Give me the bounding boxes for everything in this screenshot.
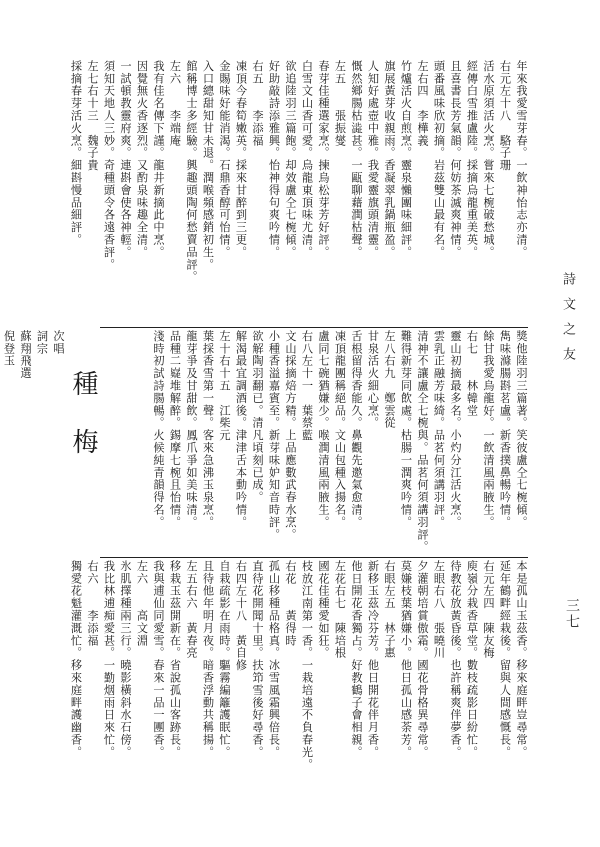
text-column: 我有佳名傳下謹。龍井新摘此中烹。 [152,60,165,259]
text-column: 庾嶺分栽香草堂。數枝疏影日紛忙。 [465,560,479,759]
text-column: 雋味滌腸斟茗盧。新香撲鼻暢吟情。 [498,330,512,529]
text-column: 館稱博士多經驗。興趣頭陶何愁賣品評。 [185,60,198,284]
text-column: 且喜書長芳氣韻。何妨茶滅爽神情。 [449,60,462,259]
text-column: 舌根留得香能久。鼻觀先邀氣愈清。 [350,330,363,529]
text-column: 左六 高文淵 [135,560,149,647]
text-column: 右四左十八 黃自修 [234,560,248,672]
text-column: 夕灌朝培賞傲霜。國花骨格異尋常。 [416,560,429,759]
text-column: 右花 黃得時 [284,560,297,647]
text-column: 凍頂今春筍嫩英。採來甘醉到三更。 [234,60,248,259]
text-column: 雲乳正融芳味綺。品茗何須講羽評。 [432,330,446,529]
poem-section-top [69,60,528,322]
text-column: 一試頓教靈府爽。連斟會使各神輕。 [119,60,132,259]
text-column: 欲解陶羽翻已。清凡頃刻已成。 [251,330,264,504]
text-column: 本是孤山玉茲香。移來庭畔豈尋常。 [515,560,528,759]
text-column: 右八左十一 葉蔡藍 [300,330,314,442]
page-number: 三七 [564,598,580,630]
feature-label-judge-names-2: 倪登玉 [2,330,16,368]
text-column: 旗展黃芽收親雨。香凝翠乳鍋瓶盈。 [383,60,396,259]
text-column: 品種二嶷堆解醉。錫摩七椀且怡情。 [168,330,182,529]
poem-section-middle [100,330,528,555]
text-column: 文山採摘焙方精。上品應數武春水烹。 [284,330,297,541]
text-column: 右元左四 陳友梅 [482,560,495,660]
text-column: 靈山初摘最多名。小灼分江活火烹。 [449,330,462,529]
section-divider [100,557,528,558]
text-column: 左七右十三 魏子貴 [86,60,99,172]
text-column: 採摘春芽活火烹。細斟慢品細評。 [69,60,83,246]
text-column: 自栽疏影在雨時。驅霧編籬護眠忙。 [218,560,231,759]
text-column: 凍頂龍團稱絕品。文山包種入揚名。 [333,330,347,529]
text-column: 右七 林韓堂 [465,330,479,417]
text-column: 國花佳種愛如狂。 [317,560,330,660]
text-column: 直待花開聞十里。扶笻雪後好尋香。 [251,560,264,759]
feature-heading-block [2,330,102,560]
text-column: 且待他年明月夜。暗香浮動共稱揚。 [201,560,215,759]
text-column: 右六 李添福 [86,560,99,647]
section-divider [100,327,528,328]
text-column: 他日開花香獨占。好教鶴子會相親。 [350,560,363,759]
text-column: 延年鶴畔經栽後。留與人間感慨長。 [498,560,512,759]
text-column: 莫嫌枝葉猶嫌小。他日孤山感荼芳。 [399,560,413,759]
text-column: 須知天地人三妙。奇種頭令各遠香評。 [102,60,116,271]
text-column: 甘泉活火細心烹。 [366,330,380,430]
text-column: 葉採香雪第一聲。客來急沸玉泉烹。 [201,330,215,529]
text-column: 左眼右八 張曉川 [432,560,446,660]
feature-heading: 種梅 [68,370,98,486]
text-column: 年來我愛雪芽春。一飲神怡志亦清。 [515,60,528,259]
text-column: 待教花放黃昏後。也許稱爽伴夢香。 [449,560,462,759]
text-column: 慨然鄉腸枯澁甚。一甌聊藉潤枯聲。 [350,60,363,259]
text-column: 新移玉茲冷芬芳。他日開花伴月香。 [366,560,380,759]
text-column: 人知好處壺中雅。我愛靈旗頭清靈。 [366,60,380,259]
text-column: 好助敲詩添雅興。怡神得句爽吟情。 [267,60,281,259]
text-column: 竹爐活火自煎烹。靈泉懶團味細評。 [399,60,413,259]
text-column: 頭番風味欣初摘。岩茲雙山最有名。 [432,60,446,259]
text-column: 獎他陸羽三篇著。笑彼盧仝七椀傾。 [515,330,528,529]
text-column: 解渴最宜調酒後。津津舌本動吟情。 [234,330,248,529]
text-column: 經傳白雪推盧陸。採摘烏龍重美英。 [465,60,479,259]
text-column: 移栽玉茲開新在。省說孤山客跡長。 [168,560,182,759]
text-column: 餘甘我愛烏龍好。一飲清風兩腋生。 [482,330,495,529]
text-column: 左八右九 鄭雲從 [383,330,396,430]
text-column: 右五 李添福 [251,60,264,147]
text-column: 小種香溢嘉賓至。新芽味妒知音時評。 [267,330,281,541]
text-column: 左花右七 陳培根 [333,560,347,660]
text-column: 左十右十五 江柴元 [218,330,231,442]
text-column: 金賜味好能消渴。石鼎香醇可怡情。 [218,60,231,259]
text-column: 我與逋仙同愛雪。春來一品一團香。 [152,560,165,759]
journal-title: 詩文之友 [560,272,575,372]
text-column: 活水原須活火烹。嘗來七椀破愁城。 [482,60,495,259]
feature-label-label-ci: 次唱 [52,330,65,355]
text-column: 白雪文山香可愛。烏龍東頂味尤清。 [300,60,314,259]
feature-label-judge-1: 詞宗 [35,330,49,355]
text-column: 氷肌擇種兩三行。曉影橫斜水石傍。 [119,560,132,759]
poem-section-bottom [69,560,528,825]
text-column: 入口總甜知甘未退。潤喉頻感銷初生。 [201,60,215,271]
text-column: 右元左十八 駱子珊 [498,60,512,172]
text-column: 獨愛花魁灌溉忙。移來庭畔護幽香。 [69,560,83,759]
text-column: 枝放江南第一香。一栽培遠不負春光。 [300,560,314,771]
text-column: 因覺無火香逐烈。又酌泉味趣全清。 [135,60,149,259]
feature-label-judge-names: 蘇翔飛選 [19,330,32,380]
text-column: 左五右六 黃春亮 [185,560,198,660]
text-column: 孤山移種品格真。冰雪風霜興倍長。 [267,560,281,759]
text-column: 春芽佳種選家烹。揀烏松芽芳好評。 [317,60,330,259]
text-column: 淺時初試詩腸暢。火候純青韻得名。 [152,330,165,529]
text-column: 盧同七碗猶嫌少。喉潤清風兩腋生。 [317,330,330,529]
text-column: 清神不讓盧仝七椀與。品茗何須講羽評。 [416,330,429,554]
text-column: 右眼左五 林子惠 [383,560,396,660]
text-column: 龍芽爭及甘甜飲。鳳爪爭如美味清。 [185,330,198,529]
text-column: 欲追陸羽三篇飽。却效盧仝七椀傾。 [284,60,297,259]
text-column: 難得新芽同飲處。枯腸一潤爽吟情。 [399,330,413,529]
text-column: 左六 李端庵 [168,60,182,147]
text-column: 左右四 李樺義 [416,60,429,147]
text-column: 左五 張振燮 [333,60,347,147]
text-column: 我比林逋痴愛甚。一勤烟雨日來忙。 [102,560,116,759]
